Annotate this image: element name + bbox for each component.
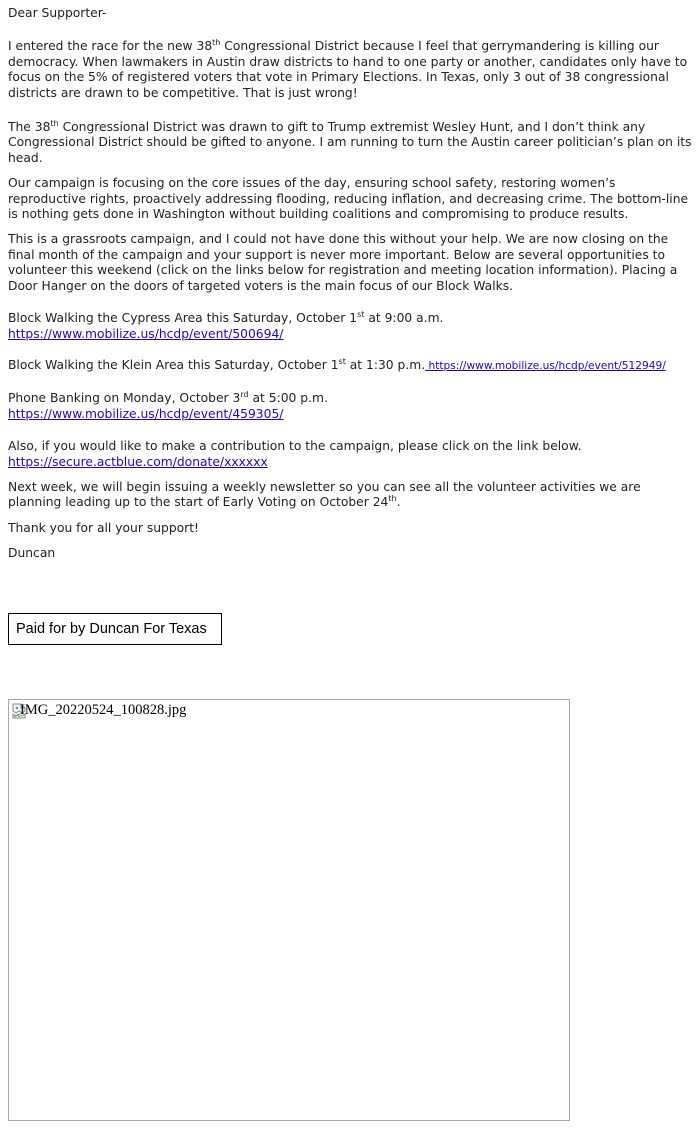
email-body (8, 6, 694, 562)
klein-event-link[interactable]: https://www.mobilize.us/hcdp/event/512949/ (425, 359, 666, 372)
phone-banking-event-link[interactable]: https://www.mobilize.us/hcdp/event/459305/ (8, 406, 284, 421)
paid-for-disclaimer: Paid for by Duncan For Texas (8, 613, 222, 645)
greeting: Dear Supporter- (8, 6, 107, 20)
paragraph-intro: I entered the race for the new 38th Congressional District because I feel that gerrymandering is killing our democracy. When lawmakers in Austin draw districts to hand to one party or another, candidates only have to focus on the 5% of registered voters that vote in Primary Elections. In Texas, only 3 out of 38 congressional districts are drawn to be competitive. That is just wrong! (8, 38, 688, 100)
paragraph-newsletter: Next week, we will begin issuing a weekly newsletter so you can see all the volunteer activities we are planning leading up to the start of Early Voting on October 24th. (8, 479, 641, 510)
event-phone-banking: Phone Banking on Monday, October 3rd at 5:00 p.m. https://www.mobilize.us/hcdp/event/459305/ (8, 390, 328, 421)
cypress-event-link[interactable]: https://www.mobilize.us/hcdp/event/500694/ (8, 326, 284, 341)
paragraph-grassroots: This is a grassroots campaign, and I could not have done this without your help. We are now closing on the final month of the campaign and your support is never more important. Below are several opportunities to volunteer this weekend (click on the links below for registration and meeting location information). Placing a Door Hanger on the doors of targeted voters is the main focus of our Block Walks. (8, 232, 678, 293)
donate-link[interactable]: https://secure.actblue.com/donate/xxxxxx (8, 454, 268, 469)
paragraph-contribution: Also, if you would like to make a contribution to the campaign, please click on the link below. https://secure.actblue.com/donate/xxxxxx (8, 439, 582, 469)
event-cypress-block-walk: Block Walking the Cypress Area this Saturday, October 1st at 9:00 a.m. https://www.mobilize.us/hcdp/event/500694/ (8, 310, 444, 341)
signature: Duncan (8, 546, 56, 561)
image-alt-text: IMG_20220524_100828.jpg (20, 702, 187, 718)
broken-image-placeholder (8, 699, 570, 1121)
event-klein-block-walk: Block Walking the Klein Area this Saturday, October 1st at 1:30 p.m. https://www.mobilize.us/hcdp/event/512949/ (8, 356, 666, 372)
paragraph-focus: Our campaign is focusing on the core issues of the day, ensuring school safety, restoring women’s reproductive rights, proactively addressing flooding, reducing inflation, and decreasing crime. The bottom-line is nothing gets done in Washington without building coalitions and compromising to produce results. (8, 176, 689, 222)
paragraph-thanks: Thank you for all your support! (8, 520, 199, 535)
paragraph-district: The 38th Congressional District was drawn to gift to Trump extremist Wesley Hunt, and I don’t think any Congressional District should be gifted to anyone. I am running to turn the Austin career politician’s plan on its head. (8, 119, 692, 165)
